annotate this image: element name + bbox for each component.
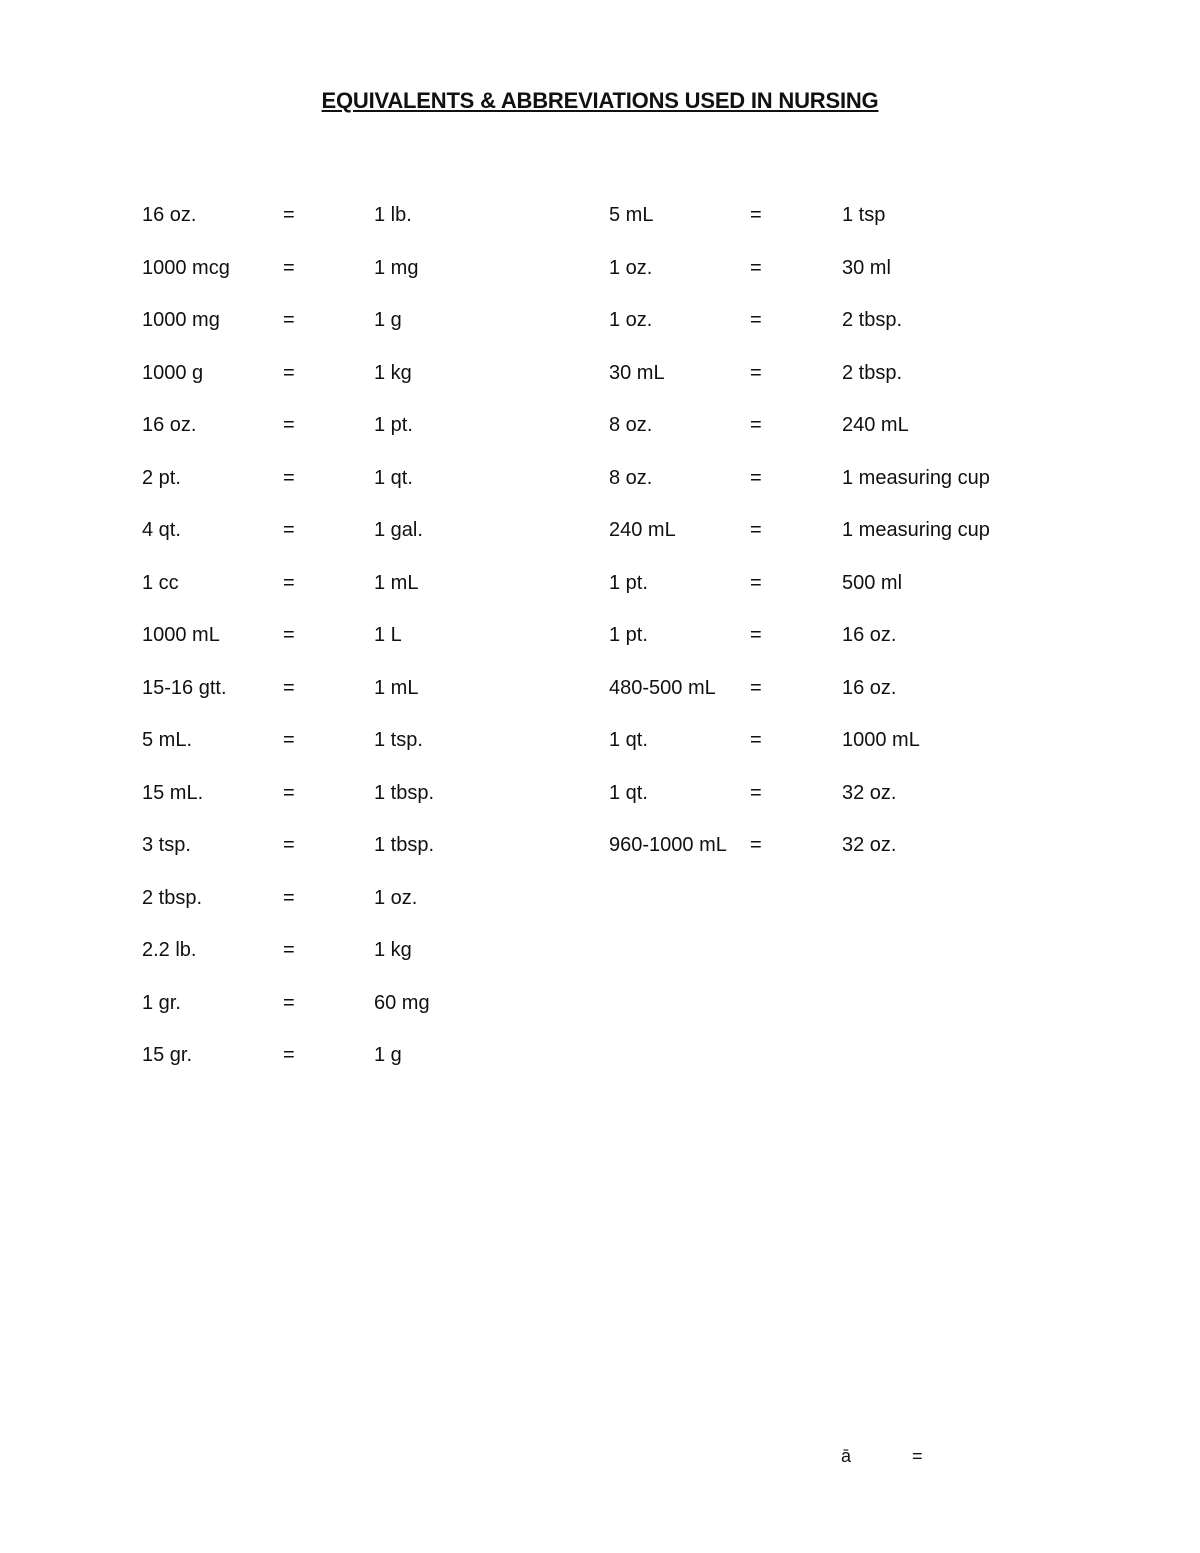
unit-from: 1 qt. xyxy=(609,729,648,751)
unit-from: 16 oz. xyxy=(142,414,197,436)
unit-from: 1 oz. xyxy=(609,256,653,279)
unit-from: 8 oz. xyxy=(609,466,653,489)
unit-from: 1 pt. xyxy=(609,624,648,646)
equals-sign: = xyxy=(283,939,295,961)
unit-to: 1 tsp xyxy=(842,204,886,226)
equals-sign: = xyxy=(750,466,762,489)
equals-sign: = xyxy=(283,676,295,699)
unit-from: 1 pt. xyxy=(609,571,648,594)
unit-to: 1 measuring cup xyxy=(842,519,990,541)
equals-sign: = xyxy=(283,204,295,226)
unit-to: 32 oz. xyxy=(842,781,897,804)
equals-sign: = xyxy=(750,414,762,436)
unit-to: 1 tbsp. xyxy=(374,781,435,804)
unit-to: 1 kg xyxy=(374,939,412,961)
equals-sign: = xyxy=(283,729,295,751)
unit-to: 1 qt. xyxy=(374,466,413,489)
equals-sign: = xyxy=(283,414,295,436)
unit-from: 3 tsp. xyxy=(142,834,191,856)
unit-to: 1 gal. xyxy=(374,519,423,541)
unit-to: 1000 mL xyxy=(842,729,920,751)
unit-to: 1 tsp. xyxy=(374,729,423,751)
unit-to: 1 measuring cup xyxy=(842,466,990,489)
equals-sign: = xyxy=(283,834,295,856)
unit-from: 8 oz. xyxy=(609,414,653,436)
unit-to: 1 pt. xyxy=(374,414,413,436)
unit-to: 1 kg xyxy=(374,361,412,384)
equals-sign: = xyxy=(283,519,295,541)
unit-from: 15 gr. xyxy=(142,1044,193,1066)
unit-from: 30 mL xyxy=(609,361,665,384)
unit-to: 1 lb. xyxy=(374,204,412,226)
unit-to: 1 mL xyxy=(374,676,419,699)
unit-from: 240 mL xyxy=(609,519,676,541)
unit-to: 60 mg xyxy=(374,991,430,1014)
unit-from: 1 qt. xyxy=(609,781,648,804)
unit-from: 1 cc xyxy=(142,571,179,594)
unit-from: 480-500 mL xyxy=(609,676,716,699)
equals-sign: = xyxy=(750,781,762,804)
unit-from: 15-16 gtt. xyxy=(142,676,227,699)
unit-to: 1 mg xyxy=(374,256,419,279)
footer-abbreviation: ā xyxy=(841,1446,852,1466)
unit-to: 16 oz. xyxy=(842,624,897,646)
unit-from: 1000 mcg xyxy=(142,256,230,279)
unit-from: 2 pt. xyxy=(142,466,181,489)
unit-to: 1 mL xyxy=(374,571,419,594)
unit-to: 1 g xyxy=(374,1044,402,1066)
unit-from: 1000 mg xyxy=(142,309,220,331)
equals-sign: = xyxy=(750,309,762,331)
unit-from: 5 mL. xyxy=(142,729,193,751)
unit-from: 1000 mL xyxy=(142,624,220,646)
footer-equals: = xyxy=(912,1446,923,1466)
equals-sign: = xyxy=(283,1044,295,1066)
equals-sign: = xyxy=(750,676,762,699)
equals-sign: = xyxy=(750,204,762,226)
unit-from: 1 oz. xyxy=(609,309,653,331)
unit-from: 4 qt. xyxy=(142,519,181,541)
unit-from: 2.2 lb. xyxy=(142,939,197,961)
equals-sign: = xyxy=(283,571,295,594)
unit-to: 2 tbsp. xyxy=(842,361,903,384)
unit-from: 2 tbsp. xyxy=(142,886,203,909)
page-title: EQUIVALENTS & ABBREVIATIONS USED IN NURSING xyxy=(321,88,879,113)
unit-to: 240 mL xyxy=(842,414,909,436)
equals-sign: = xyxy=(750,256,762,279)
equals-sign: = xyxy=(283,991,295,1014)
unit-to: 30 ml xyxy=(842,256,891,279)
unit-from: 15 mL. xyxy=(142,781,204,804)
equals-sign: = xyxy=(750,729,762,751)
equals-sign: = xyxy=(283,309,295,331)
unit-to: 1 g xyxy=(374,309,402,331)
unit-to: 16 oz. xyxy=(842,676,897,699)
equals-sign: = xyxy=(283,466,295,489)
unit-from: 16 oz. xyxy=(142,204,197,226)
unit-from: 5 mL xyxy=(609,204,654,226)
equals-sign: = xyxy=(283,886,295,909)
equals-sign: = xyxy=(750,519,762,541)
unit-from: 960-1000 mL xyxy=(609,834,727,856)
unit-to: 1 oz. xyxy=(374,886,418,909)
equals-sign: = xyxy=(750,571,762,594)
unit-to: 1 L xyxy=(374,624,402,646)
unit-to: 2 tbsp. xyxy=(842,309,903,331)
equals-sign: = xyxy=(750,624,762,646)
equals-sign: = xyxy=(750,834,762,856)
equals-sign: = xyxy=(283,781,295,804)
equals-sign: = xyxy=(283,256,295,279)
unit-to: 32 oz. xyxy=(842,834,897,856)
unit-to: 1 tbsp. xyxy=(374,834,435,856)
equals-sign: = xyxy=(750,361,762,384)
unit-to: 500 ml xyxy=(842,571,903,594)
equals-sign: = xyxy=(283,624,295,646)
unit-from: 1 gr. xyxy=(142,991,181,1014)
unit-from: 1000 g xyxy=(142,361,204,384)
equals-sign: = xyxy=(283,361,295,384)
